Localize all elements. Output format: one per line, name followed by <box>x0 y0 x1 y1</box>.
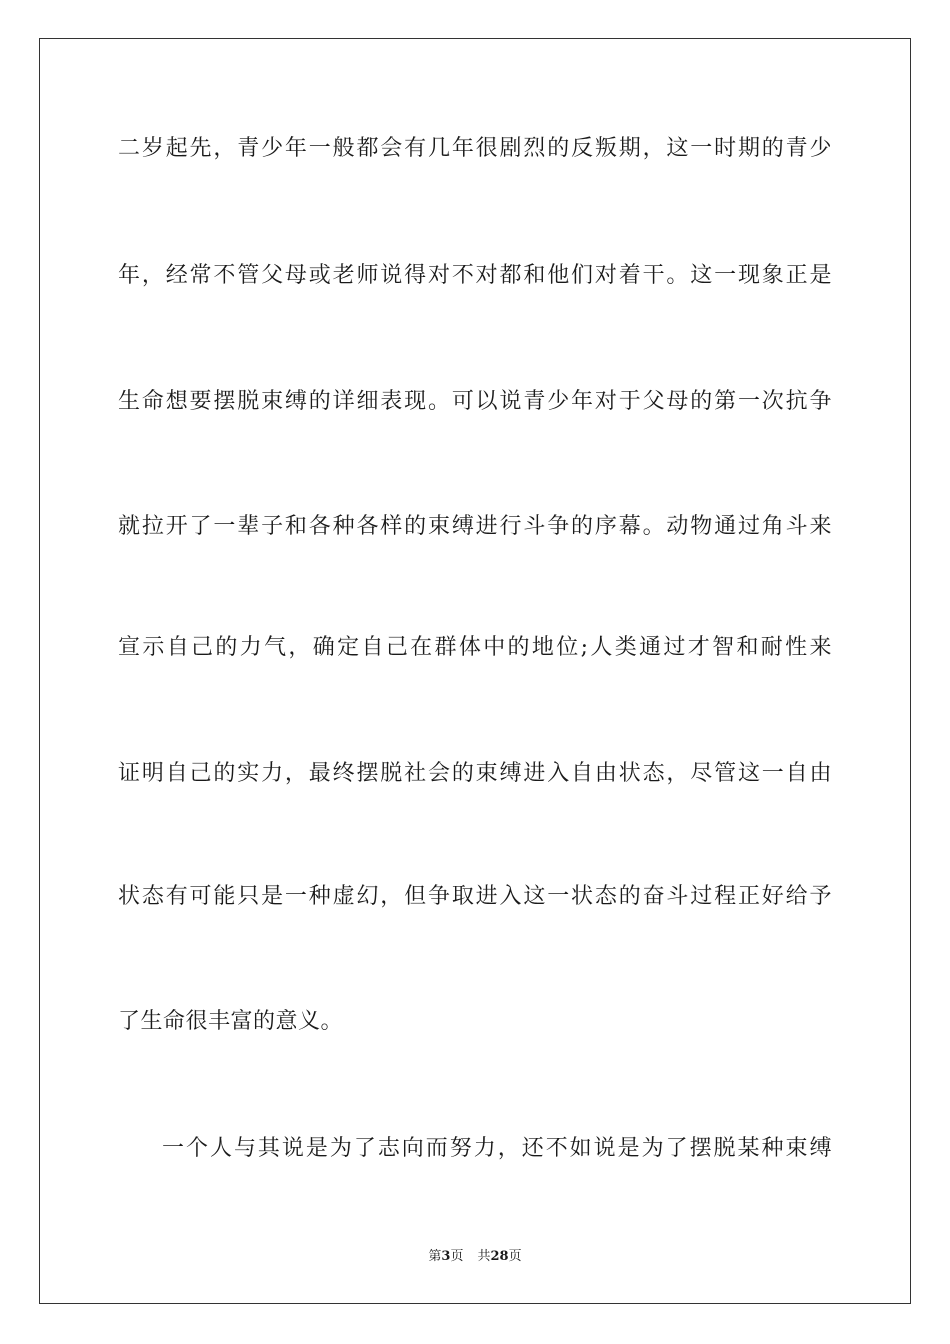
footer-total-prefix: 共 <box>477 1249 491 1264</box>
body-line-1: 二岁起先，青少年一般都会有几年很剧烈的反叛期，这一时期的青少 <box>118 136 832 161</box>
body-line-6: 证明自己的实力，最终摆脱社会的束缚进入自由状态，尽管这一自由 <box>118 761 832 786</box>
body-line-9: 一个人与其说是为了志向而努力，还不如说是为了摆脱某种束缚 <box>162 1136 832 1161</box>
footer-page-suffix: 页 <box>450 1249 464 1264</box>
page-footer <box>0 1248 950 1266</box>
body-line-3: 生命想要摆脱束缚的详细表现。可以说青少年对于父母的第一次抗争 <box>118 389 832 414</box>
footer-page-number: 3 <box>441 1249 451 1264</box>
page-border <box>39 38 911 1304</box>
body-line-7: 状态有可能只是一种虚幻，但争取进入这一状态的奋斗过程正好给予 <box>118 884 832 909</box>
footer-total-suffix: 页 <box>508 1249 522 1264</box>
body-line-4: 就拉开了一辈子和各种各样的束缚进行斗争的序幕。动物通过角斗来 <box>118 514 832 539</box>
body-line-2: 年，经常不管父母或老师说得对不对都和他们对着干。这一现象正是 <box>118 263 832 288</box>
body-line-8: 了生命很丰富的意义。 <box>118 1009 344 1034</box>
footer-page-prefix: 第 <box>428 1249 442 1264</box>
body-line-5: 宣示自己的力气，确定自己在群体中的地位;人类通过才智和耐性来 <box>118 635 832 660</box>
footer-total-number: 28 <box>490 1249 509 1264</box>
